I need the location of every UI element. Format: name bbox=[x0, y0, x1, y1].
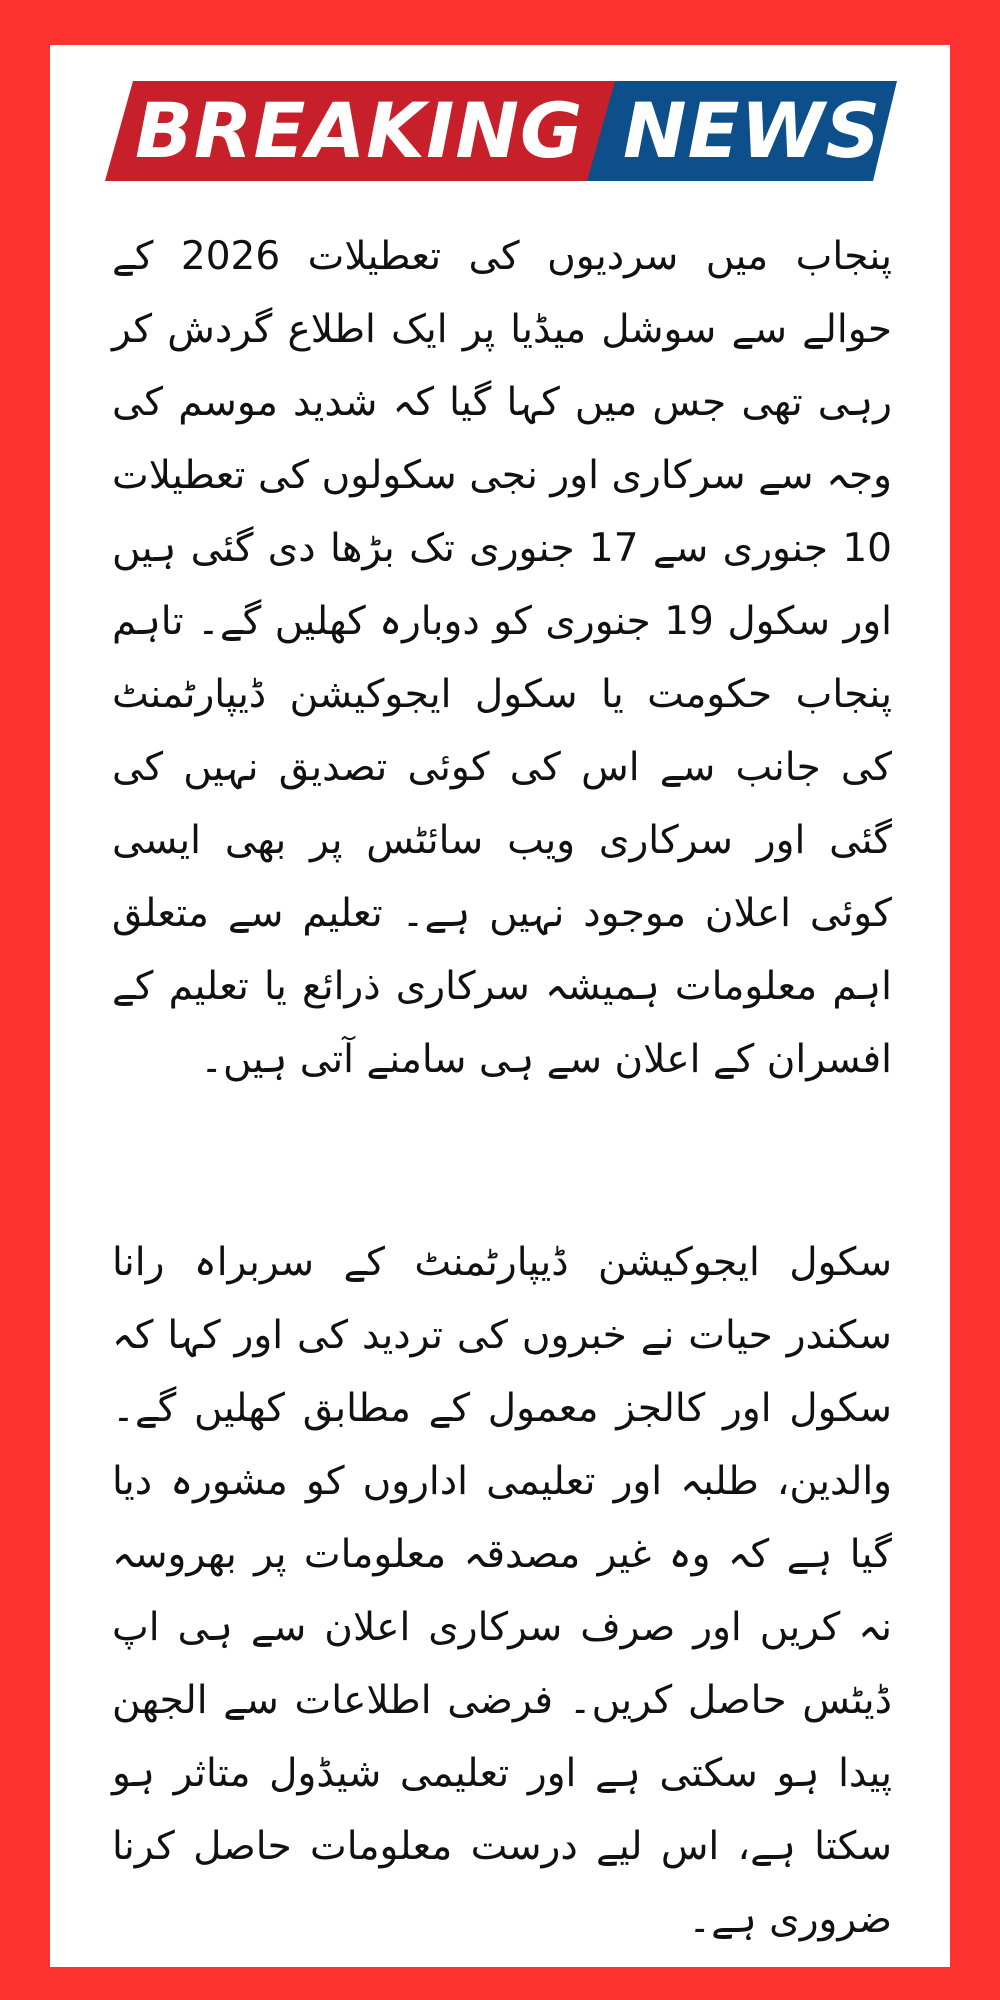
article-paragraph-1: پنجاب میں سردیوں کی تعطیلات 2026 کے حوالے سے سوشل میڈیا پر ایک اطلاع گردش کر رہی تھی جس میں کہا گیا کہ شدید موسم کی وجہ سے سرکاری اور نجی سکولوں کی تعطیلات 10 جنوری سے 17 جنوری تک بڑھا دی گئی ہیں اور سکول 19 جنوری کو دوبارہ کھلیں گے۔ تاہم پنجاب حکومت یا سکول ایجوکیشن ڈیپارٹمنٹ کی جانب سے اس کی کوئی تصدیق نہیں کی گئی اور سرکاری ویب سائٹس پر بھی ایسی کوئی اعلان موجود نہیں ہے۔ تعلیم سے متعلق اہم معلومات ہمیشہ سرکاری ذرائع یا تعلیم کے افسران کے اعلان سے ہی سامنے آتی ہیں۔ bbox=[112, 234, 892, 1082]
article-body bbox=[112, 220, 892, 1956]
breaking-news-banner bbox=[105, 81, 897, 181]
banner-word-news: NEWS bbox=[623, 86, 882, 175]
article-paragraph-2: سکول ایجوکیشن ڈیپارٹمنٹ کے سربراہ رانا سکندر حیات نے خبروں کی تردید کی اور کہا کہ سکول اور کالجز معمول کے مطابق کھلیں گے۔ والدین، طلبہ اور تعلیمی اداروں کو مشورہ دیا گیا ہے کہ وہ غیر مصدقہ معلومات پر بھروسہ نہ کریں اور صرف سرکاری اعلان سے ہی اپ ڈیٹس حاصل کریں۔ فرضی اطلاعات سے الجھن پیدا ہو سکتی ہے اور تعلیمی شیڈول متاثر ہو سکتا ہے، اس لیے درست معلومات حاصل کرنا ضروری ہے۔ bbox=[112, 1240, 892, 1942]
banner-word-breaking: BREAKING bbox=[135, 86, 584, 175]
article-card bbox=[50, 45, 950, 1967]
